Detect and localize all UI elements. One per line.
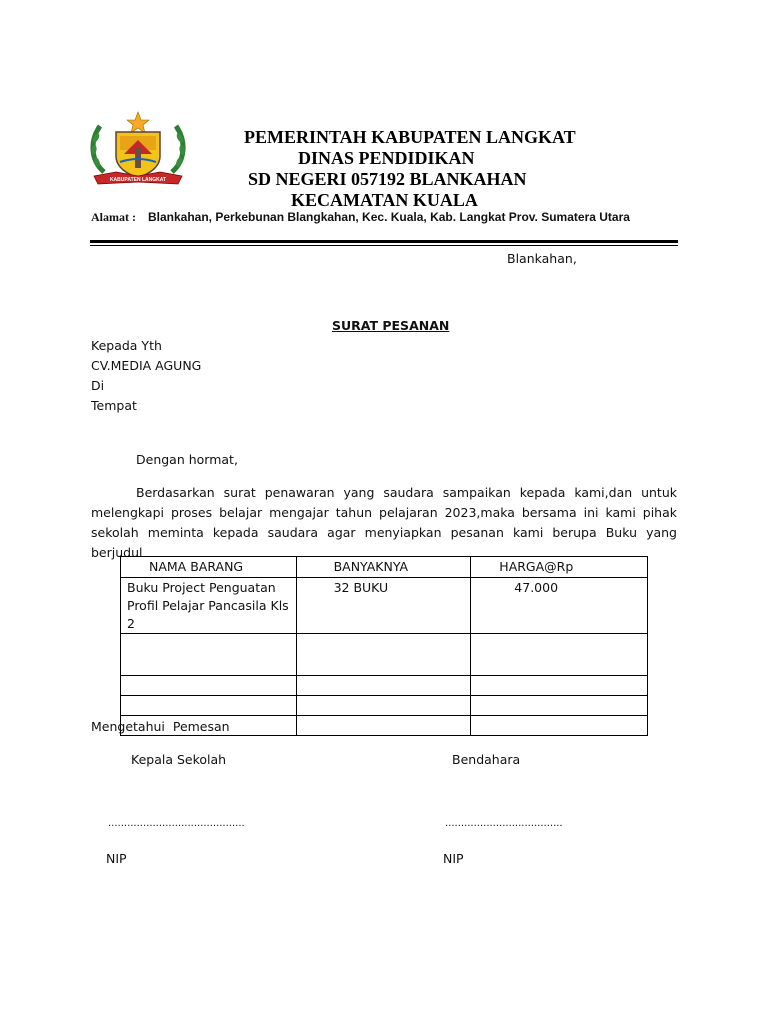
table-row bbox=[121, 634, 648, 676]
table-cell-item: Buku Project Penguatan Profil Pelajar Pancasila Kls 2 bbox=[121, 578, 297, 634]
letter-title: SURAT PESANAN bbox=[332, 318, 450, 333]
table-cell-price bbox=[471, 696, 648, 716]
signatory-treasurer: Bendahara bbox=[452, 752, 521, 767]
table-header-row bbox=[121, 557, 648, 578]
recipient-line: Tempat bbox=[91, 398, 137, 413]
address-label: Alamat : bbox=[91, 210, 136, 224]
column-header-item: NAMA BARANG bbox=[121, 557, 297, 578]
recipient-line: Kepada Yth bbox=[91, 338, 162, 353]
table-cell-price bbox=[471, 634, 648, 676]
header-department: DINAS PENDIDIKAN bbox=[298, 148, 475, 168]
recipient-line: CV.MEDIA AGUNG bbox=[91, 358, 202, 373]
signatory-principal: Kepala Sekolah bbox=[131, 752, 227, 767]
header-school-name: SD NEGERI 057192 BLANKAHAN bbox=[248, 169, 527, 189]
body-paragraph bbox=[91, 483, 677, 563]
column-header-quantity: BANYAKNYA bbox=[296, 557, 471, 578]
table-row bbox=[121, 676, 648, 696]
header-divider-thin bbox=[90, 245, 678, 246]
table-cell-quantity bbox=[296, 676, 471, 696]
greeting: Dengan hormat, bbox=[136, 452, 238, 467]
table-cell-item bbox=[121, 676, 297, 696]
table-row bbox=[121, 696, 648, 716]
table-cell-item bbox=[121, 696, 297, 716]
nip-principal: NIP bbox=[106, 851, 127, 866]
recipient-line: Di bbox=[91, 378, 105, 393]
column-header-price: HARGA@Rp bbox=[471, 557, 648, 578]
table-cell-price bbox=[471, 716, 648, 736]
acknowledgement-label: Mengetahui Pemesan bbox=[91, 719, 230, 734]
table-cell-quantity: 32 BUKU bbox=[296, 578, 471, 634]
table-cell-quantity bbox=[296, 696, 471, 716]
address-text: Blankahan, Perkebunan Blangkahan, Kec. Kuala, Kab. Langkat Prov. Sumatera Utara bbox=[148, 210, 630, 224]
nip-treasurer: NIP bbox=[443, 851, 464, 866]
table-cell-price bbox=[471, 676, 648, 696]
header-divider-thick bbox=[90, 240, 678, 243]
table-cell-quantity bbox=[296, 634, 471, 676]
body-paragraph-text: Berdasarkan surat penawaran yang saudara sampaikan kepada kami,dan untuk melengkapi proses belajar mengajar tahun pelajaran 2023,maka bersama ini kami pihak sekolah meminta kepada saudara agar menyiapkan pesanan kami berupa Buku yang berjudul bbox=[91, 485, 677, 560]
table-cell-item bbox=[121, 634, 297, 676]
table-row bbox=[121, 578, 648, 634]
svg-text:KABUPATEN LANGKAT: KABUPATEN LANGKAT bbox=[109, 177, 167, 183]
header-district: KECAMATAN KUALA bbox=[291, 190, 478, 210]
order-table bbox=[120, 556, 648, 736]
table-cell-quantity bbox=[296, 716, 471, 736]
kabupaten-langkat-emblem bbox=[86, 110, 190, 188]
signature-line-principal: ........................................... bbox=[108, 818, 245, 829]
header-government: PEMERINTAH KABUPATEN LANGKAT bbox=[244, 127, 576, 147]
signature-line-treasurer: ..................................... bbox=[445, 818, 563, 829]
table-cell-price: 47.000 bbox=[471, 578, 648, 634]
place-date: Blankahan, bbox=[507, 251, 577, 266]
